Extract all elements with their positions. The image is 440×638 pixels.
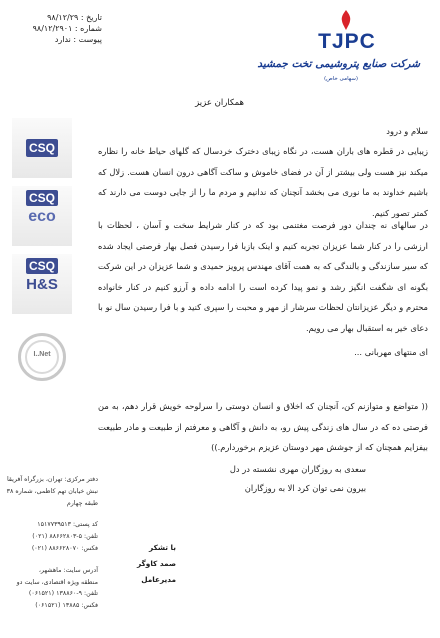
contact-info (6, 474, 98, 612)
flame-icon (340, 10, 352, 30)
address-line: دفتر مرکزی: تهران، بزرگراه آفریقا (7, 476, 98, 483)
letter-closing-poem (98, 460, 428, 498)
csq-eco-certification-icon (12, 186, 72, 246)
signature-title: مدیرعامل (141, 575, 176, 584)
inet-label: I..Net (33, 351, 51, 358)
letter-paragraph-2: در سالهای نه چندان دور فرصت مغتنمی بود که در کنار شرایط سخت و آسان ، لحظات با ارزشی را در کنار شما عزیزان تجربه کنیم و اینک بازبا فرا رسیدن فصل بهار فرصتی ایجاد شده که سیر سازندگی و بالندگی که به همت آقای مهندس پرویز حمیدی و شما عزیزان در این شرکت بگونه ای شگفت انگیز رشد و نمو پیدا کرده است را ادامه داده و آرزو کنیم در کنار خانواده محترم و دیگر عزیزانتان لحظات سرشار از مهر و محبت را سپری کنید و با فرا رسیدن سال نو با دعای خیر به استقبال بهار می رویم. (98, 220, 428, 333)
postal-code: کد پستی: ۱۵۱۷۷۳۹۵۱۳ (37, 521, 98, 529)
site-phone: تلفن: ۹-۱۳۸۸۶۰ (۰۶۱۵۲۱) (28, 590, 98, 598)
poem-line-1: سعدی به روزگاران مهری نشسته در دل (229, 464, 366, 474)
csq-label: CSQ (26, 190, 58, 206)
site-address-line: آدرس سایت: ماهشهر، (38, 566, 98, 574)
company-logo (257, 10, 422, 94)
inet-certification-icon (12, 330, 72, 388)
logo-company-name: شرکت صنایع پتروشیمی تخت جمشید (257, 58, 420, 70)
letter-attachment: پیوست : ندارد (54, 35, 102, 44)
address-line: طبقه چهارم (66, 499, 98, 507)
signature-thanks: با تشکر (149, 543, 176, 552)
eco-label: eco (28, 208, 56, 225)
letter-number: شماره : ۹۸/۱۲/۲۹۰۱ (32, 24, 102, 33)
letter-heading-2: ای منتهای مهربانی ... (354, 347, 428, 357)
csq-hs-certification-icon (12, 254, 72, 314)
logo-subtitle: (سهامی خاص) (323, 76, 359, 82)
hs-label: H&S (26, 276, 58, 293)
letter-greeting: سلام و درود (386, 126, 428, 136)
signature-block (116, 540, 176, 588)
signature-name: صمد کاوگر (137, 559, 176, 568)
letter-meta (12, 12, 102, 45)
site-address-line: منطقه ویژه اقتصادی، سایت دو (16, 578, 98, 586)
letter-quote: (( متواضع و متوازنم کن، آنچنان که اخلاق و انسان دوستی را سرلوحه خویش قرار دهم، به من فرصتی ده که در سال های زندگی پیش رو، به دانش و آگاهی و معرفتم از طبیعت و مادر طبیعت بیفزایم همچنان که از جوشش مهر دوستان عزیزم برخوردارم.)) (98, 401, 428, 452)
address-line: نبش خیابان تهم کاظمی، شماره ۳۸ (6, 487, 98, 495)
csq-label: CSQ (26, 258, 58, 274)
fax-number: فکس: ۸۸۶۶۲۸۰۷۰ (۰۲۱) (31, 544, 98, 552)
logo-abbreviation: TJPC (318, 30, 376, 53)
csq-certification-icon (12, 118, 72, 178)
letter-date: تاریخ : ۹۸/۱۲/۲۹ (47, 13, 102, 22)
letter-salutation: همکاران عزیز (195, 98, 244, 108)
poem-line-2: بیرون نمی توان کرد الا به روزگاران (244, 483, 366, 493)
phone-number: تلفن: ۵-۸۸۶۶۲۸۰۳ (۰۲۱) (32, 533, 98, 541)
letter-paragraph-1: زیبایی در قطره های باران هست، در نگاه زیبای دخترک خردسال که گلهای حیاط خانه را نظاره میکند نیز هست ولی بیشتر از آن در فضای خاموش و ساکت آگاهی درون انسان هست. زلال که باشیم خداوند به ما نوری می بخشد آنچنان که ندانیم و مردم ما را از جایی دوست می دارند که کمتر تصور کنیم. (98, 146, 428, 218)
csq-label: CSQ (26, 139, 58, 157)
site-fax: فکس: ۱۳۸۸۵ (۰۶۱۵۲۱) (35, 602, 98, 610)
